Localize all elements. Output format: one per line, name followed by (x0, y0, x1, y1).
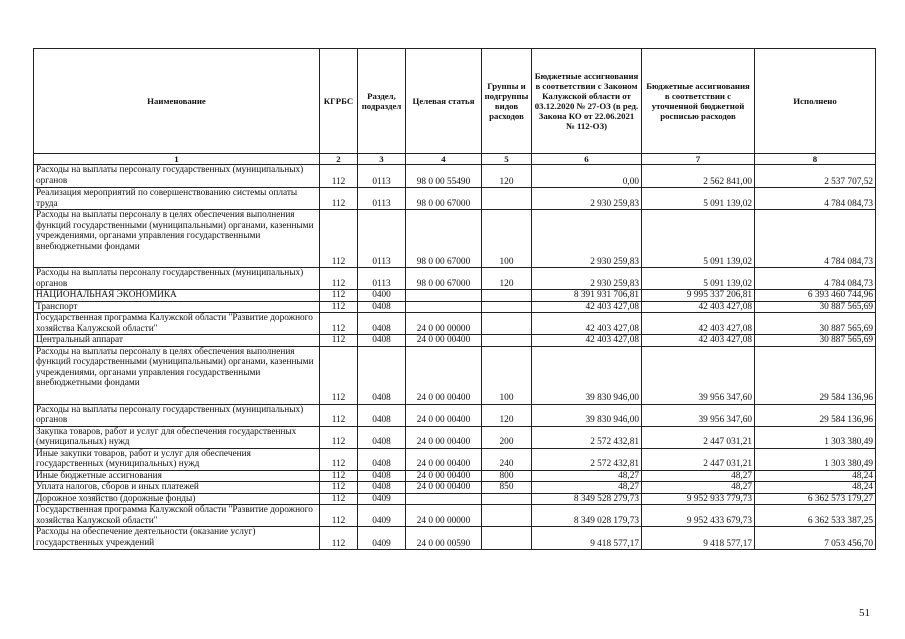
row-name: Расходы на выплаты персоналу государственных (муниципальных) органов (34, 165, 320, 188)
row-name: Расходы на обеспечение деятельности (оказание услуг) государственных учреждений (34, 527, 320, 550)
row-name: Расходы на выплаты персоналу государственных (муниципальных) органов (34, 404, 320, 426)
header-group: Группы и подгруппы видов расходов (482, 49, 532, 154)
row-executed-amount: 30 887 565,69 (755, 335, 876, 347)
column-number: 7 (642, 154, 755, 165)
row-section: 0408 (358, 404, 406, 426)
row-group (482, 527, 532, 550)
row-target: 24 0 00 00400 (406, 482, 482, 494)
row-target: 98 0 00 67000 (406, 188, 482, 210)
column-number: 8 (755, 154, 876, 165)
row-section: 0400 (358, 290, 406, 302)
row-group (482, 335, 532, 347)
row-kgrbs: 112 (320, 493, 358, 505)
row-executed-amount: 2 537 707,52 (755, 165, 876, 188)
row-name: Дорожное хозяйство (дорожные фонды) (34, 493, 320, 505)
row-roster-amount: 39 956 347,60 (642, 404, 755, 426)
table-row (34, 505, 876, 527)
row-name: Центральный аппарат (34, 335, 320, 347)
row-law-amount: 8 391 931 706,81 (532, 290, 642, 302)
column-number: 1 (34, 154, 320, 165)
row-name: Расходы на выплаты персоналу в целях обеспечения выполнения функций государственными (муниципальными) органами, казенными учреждениями, органами управления государственными внебюджетными фондами (34, 210, 320, 268)
row-section: 0408 (358, 313, 406, 335)
row-name: Иные бюджетные ассигнования (34, 470, 320, 482)
row-roster-amount: 5 091 139,02 (642, 210, 755, 268)
table-row (34, 188, 876, 210)
row-name: Иные закупки товаров, работ и услуг для обеспечения государственных (муниципальных) нужд (34, 448, 320, 470)
row-roster-amount: 39 956 347,60 (642, 346, 755, 404)
header-roster: Бюджетные ассигнования в соответствии с уточненной бюджетной росписью расходов (642, 49, 755, 154)
row-target: 98 0 00 67000 (406, 210, 482, 268)
row-kgrbs: 112 (320, 527, 358, 550)
row-target: 24 0 00 00000 (406, 313, 482, 335)
row-group (482, 493, 532, 505)
row-executed-amount: 4 784 084,73 (755, 188, 876, 210)
row-roster-amount: 42 403 427,08 (642, 313, 755, 335)
row-executed-amount: 6 362 533 387,25 (755, 505, 876, 527)
row-name: Реализация мероприятий по совершенствованию системы оплаты труда (34, 188, 320, 210)
row-section: 0113 (358, 165, 406, 188)
row-target: 24 0 00 00400 (406, 346, 482, 404)
row-group: 100 (482, 210, 532, 268)
row-roster-amount: 2 447 031,21 (642, 426, 755, 448)
row-roster-amount: 9 995 337 206,81 (642, 290, 755, 302)
row-executed-amount: 30 887 565,69 (755, 313, 876, 335)
table-row (34, 301, 876, 313)
row-roster-amount: 42 403 427,08 (642, 301, 755, 313)
column-number: 6 (532, 154, 642, 165)
row-target: 24 0 00 00400 (406, 426, 482, 448)
row-target: 24 0 00 00400 (406, 335, 482, 347)
row-executed-amount: 30 887 565,69 (755, 301, 876, 313)
table-row (34, 290, 876, 302)
row-group: 100 (482, 346, 532, 404)
row-target (406, 301, 482, 313)
column-number: 5 (482, 154, 532, 165)
table-row (34, 493, 876, 505)
row-law-amount: 8 349 028 179,73 (532, 505, 642, 527)
row-kgrbs: 112 (320, 210, 358, 268)
row-group (482, 188, 532, 210)
row-group (482, 290, 532, 302)
row-group: 240 (482, 448, 532, 470)
row-executed-amount: 48,24 (755, 470, 876, 482)
row-roster-amount: 9 952 933 779,73 (642, 493, 755, 505)
row-name: Расходы на выплаты персоналу государственных (муниципальных) органов (34, 268, 320, 290)
row-kgrbs: 112 (320, 165, 358, 188)
row-roster-amount: 48,27 (642, 470, 755, 482)
row-target: 24 0 00 00590 (406, 527, 482, 550)
row-target: 24 0 00 00000 (406, 505, 482, 527)
row-group: 120 (482, 268, 532, 290)
row-section: 0408 (358, 426, 406, 448)
row-executed-amount: 1 303 380,49 (755, 426, 876, 448)
row-law-amount: 39 830 946,00 (532, 346, 642, 404)
table-row (34, 165, 876, 188)
row-roster-amount: 2 562 841,00 (642, 165, 755, 188)
row-roster-amount: 48,27 (642, 482, 755, 494)
row-name: Государственная программа Калужской области "Развитие дорожного хозяйства Калужской области" (34, 505, 320, 527)
page-number: 51 (859, 607, 870, 619)
table-row (34, 268, 876, 290)
table-row (34, 448, 876, 470)
row-law-amount: 2 930 259,83 (532, 268, 642, 290)
row-name: Государственная программа Калужской области "Развитие дорожного хозяйства Калужской области" (34, 313, 320, 335)
row-section: 0113 (358, 188, 406, 210)
row-section: 0409 (358, 493, 406, 505)
row-target (406, 290, 482, 302)
row-executed-amount: 29 584 136,96 (755, 346, 876, 404)
row-group (482, 505, 532, 527)
row-law-amount: 48,27 (532, 482, 642, 494)
budget-table (33, 48, 876, 550)
row-group: 120 (482, 404, 532, 426)
row-section: 0408 (358, 301, 406, 313)
row-section: 0408 (358, 448, 406, 470)
row-target (406, 493, 482, 505)
row-kgrbs: 112 (320, 448, 358, 470)
row-law-amount: 2 930 259,83 (532, 210, 642, 268)
row-law-amount: 9 418 577,17 (532, 527, 642, 550)
row-executed-amount: 4 784 084,73 (755, 268, 876, 290)
row-name: Транспорт (34, 301, 320, 313)
row-kgrbs: 112 (320, 335, 358, 347)
row-kgrbs: 112 (320, 505, 358, 527)
table-row (34, 527, 876, 550)
row-group (482, 313, 532, 335)
table-body (34, 165, 876, 550)
row-target: 24 0 00 00400 (406, 404, 482, 426)
row-law-amount: 2 930 259,83 (532, 188, 642, 210)
row-section: 0408 (358, 335, 406, 347)
row-executed-amount: 1 303 380,49 (755, 448, 876, 470)
table-row (34, 210, 876, 268)
row-section: 0409 (358, 527, 406, 550)
row-group (482, 301, 532, 313)
row-roster-amount: 42 403 427,08 (642, 335, 755, 347)
header-executed: Исполнено (755, 49, 876, 154)
row-executed-amount: 48,24 (755, 482, 876, 494)
row-kgrbs: 112 (320, 313, 358, 335)
row-section: 0409 (358, 505, 406, 527)
row-section: 0408 (358, 346, 406, 404)
column-number: 3 (358, 154, 406, 165)
row-kgrbs: 112 (320, 482, 358, 494)
table-row (34, 313, 876, 335)
row-law-amount: 42 403 427,08 (532, 301, 642, 313)
column-number: 4 (406, 154, 482, 165)
row-kgrbs: 112 (320, 404, 358, 426)
row-name: Закупка товаров, работ и услуг для обеспечения государственных (муниципальных) нужд (34, 426, 320, 448)
row-roster-amount: 9 418 577,17 (642, 527, 755, 550)
row-name: Расходы на выплаты персоналу в целях обеспечения выполнения функций государственными (муниципальными) органами, казенными учреждениями, органами управления государственными внебюджетными фондами (34, 346, 320, 404)
row-target: 24 0 00 00400 (406, 470, 482, 482)
row-law-amount: 39 830 946,00 (532, 404, 642, 426)
row-law-amount: 42 403 427,08 (532, 335, 642, 347)
table-row (34, 426, 876, 448)
row-law-amount: 2 572 432,81 (532, 448, 642, 470)
row-kgrbs: 112 (320, 268, 358, 290)
row-name: НАЦИОНАЛЬНАЯ ЭКОНОМИКА (34, 290, 320, 302)
row-group: 850 (482, 482, 532, 494)
row-target: 24 0 00 00400 (406, 448, 482, 470)
row-roster-amount: 2 447 031,21 (642, 448, 755, 470)
row-executed-amount: 6 393 460 744,96 (755, 290, 876, 302)
row-roster-amount: 5 091 139,02 (642, 268, 755, 290)
row-kgrbs: 112 (320, 426, 358, 448)
row-target: 98 0 00 67000 (406, 268, 482, 290)
table-row (34, 346, 876, 404)
column-number-row (34, 154, 876, 165)
row-law-amount: 42 403 427,08 (532, 313, 642, 335)
row-roster-amount: 9 952 433 679,73 (642, 505, 755, 527)
row-target: 98 0 00 55490 (406, 165, 482, 188)
row-kgrbs: 112 (320, 346, 358, 404)
row-group: 120 (482, 165, 532, 188)
header-law: Бюджетные ассигнования в соответствии с Законом Калужской области от 03.12.2020 № 27-ОЗ (в ред. Закона КО от 22.06.2021 № 112-ОЗ) (532, 49, 642, 154)
row-section: 0408 (358, 470, 406, 482)
table-row (34, 404, 876, 426)
table-row (34, 335, 876, 347)
header-row (34, 49, 876, 154)
row-kgrbs: 112 (320, 301, 358, 313)
row-law-amount: 8 349 528 279,73 (532, 493, 642, 505)
header-target: Целевая статья (406, 49, 482, 154)
header-name: Наименование (34, 49, 320, 154)
row-executed-amount: 6 362 573 179,27 (755, 493, 876, 505)
table-row (34, 470, 876, 482)
row-name: Уплата налогов, сборов и иных платежей (34, 482, 320, 494)
row-roster-amount: 5 091 139,02 (642, 188, 755, 210)
row-section: 0113 (358, 268, 406, 290)
row-kgrbs: 112 (320, 470, 358, 482)
row-executed-amount: 29 584 136,96 (755, 404, 876, 426)
column-number: 2 (320, 154, 358, 165)
row-executed-amount: 4 784 084,73 (755, 210, 876, 268)
header-section: Раздел, подраздел (358, 49, 406, 154)
row-group: 800 (482, 470, 532, 482)
row-section: 0113 (358, 210, 406, 268)
row-section: 0408 (358, 482, 406, 494)
row-law-amount: 2 572 432,81 (532, 426, 642, 448)
row-kgrbs: 112 (320, 188, 358, 210)
header-kgrbs: КГРБС (320, 49, 358, 154)
row-executed-amount: 7 053 456,70 (755, 527, 876, 550)
table-row (34, 482, 876, 494)
row-law-amount: 0,00 (532, 165, 642, 188)
row-group: 200 (482, 426, 532, 448)
row-kgrbs: 112 (320, 290, 358, 302)
row-law-amount: 48,27 (532, 470, 642, 482)
